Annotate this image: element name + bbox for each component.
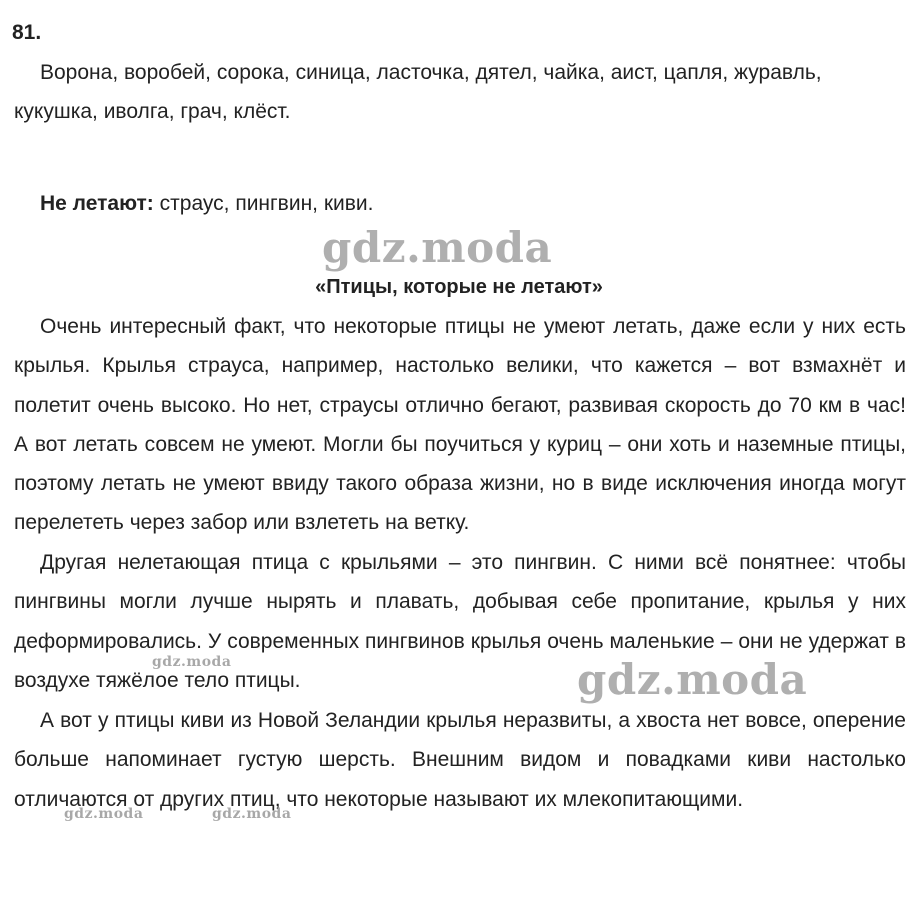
essay-paragraph-penguin: Другая нелетающая птица с крыльями – это пингвин. С ними всё понятнее: чтобы пингвины могли лучше нырять и плавать, добывая себе пропитание, крылья у них деформировались. У современных пингвинов крылья очень маленькие – они не удержат в воздухе тяжёлое тело птицы.	[14, 551, 906, 692]
watermark-logo: gdz.moda	[577, 655, 808, 704]
watermark-logo-small: gdz.moda	[152, 654, 232, 670]
watermark-logo-small: gdz.moda	[212, 806, 292, 822]
watermark-logo: gdz.moda	[322, 223, 553, 272]
essay-paragraph-kiwi: А вот у птицы киви из Новой Зеландии крылья неразвиты, а хвоста нет вовсе, оперение больше напоминает густую шерсть. Внешним видом и повадками киви настолько отличаются от других птиц, что некоторые называют их млекопитающими.	[14, 709, 906, 811]
watermark-logo-small: gdz.moda	[64, 806, 144, 822]
essay-paragraph-ostrich: Очень интересный факт, что некоторые птицы не умеют летать, даже если у них есть крылья. Крылья страуса, например, настолько велики, что кажется – вот взмахнёт и полетит очень высоко. Но нет, страусы отлично бегают, развивая скорость до 70 км в час! А вот летать совсем не умеют. Могли бы поучиться у куриц – они хоть и наземные птицы, поэтому летать не умеют ввиду такого образа жизни, но в виде исключения иногда могут перелететь через забор или взлететь на ветку.	[14, 315, 906, 535]
non-flying-birds-line	[14, 184, 906, 223]
task-number: 81.	[12, 21, 42, 44]
non-flying-label: Не летают:	[40, 192, 154, 215]
essay-title: «Птицы, которые не летают»	[315, 276, 603, 298]
bird-list-paragraph: Ворона, воробей, сорока, синица, ласточка, дятел, чайка, аист, цапля, журавль, кукушка, иволга, грач, клёст.	[14, 61, 822, 124]
non-flying-list: страус, пингвин, киви.	[153, 192, 374, 215]
